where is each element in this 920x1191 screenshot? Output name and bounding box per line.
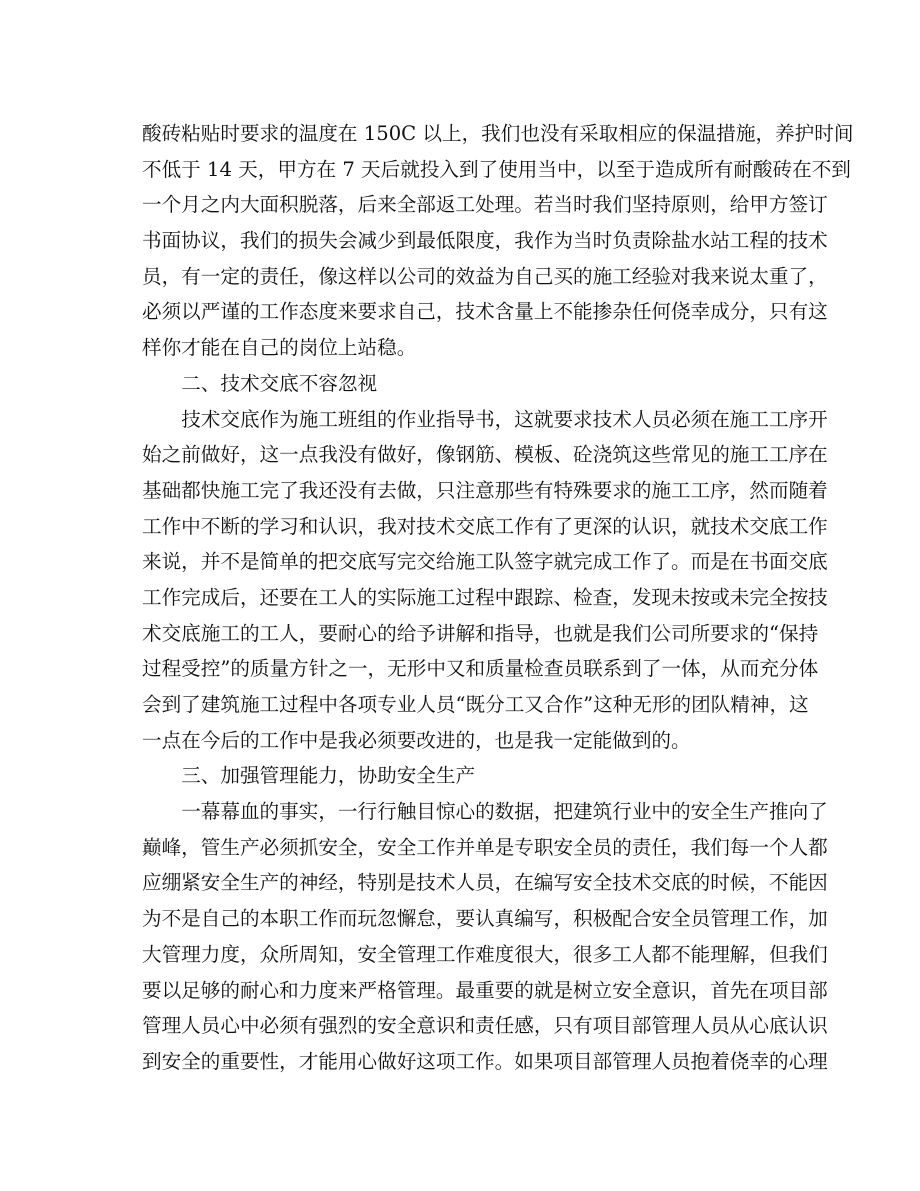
text-line: 一个月之内大面积脱落，后来全部返工处理。若当时我们坚持原则，给甲方签订 bbox=[142, 193, 828, 217]
paragraph-first-line: 一幕幕血的事实，一行行触目惊心的数据，把建筑行业中的安全生产推向了 bbox=[181, 800, 828, 824]
text-line: 必须以严谨的工作态度来要求自己，技术含量上不能掺杂任何侥幸成分，只有这 bbox=[142, 300, 828, 324]
text-line: 酸砖粘贴时要求的温度在 150C 以上，我们也没有采取相应的保温措施，养护时间 bbox=[142, 122, 854, 145]
text-line: 样你才能在自己的岗位上站稳。 bbox=[142, 336, 417, 360]
text-line: 始之前做好，这一点我没有做好，像钢筋、模板、砼浇筑这些常见的施工工序在 bbox=[142, 443, 828, 467]
text-line: 到安全的重要性，才能用心做好这项工作。如果项目部管理人员抱着侥幸的心理 bbox=[142, 1049, 828, 1073]
text-line: 为不是自己的本职工作而玩忽懈怠，要认真编写，积极配合安全员管理工作，加 bbox=[142, 907, 828, 931]
text-line: 应绷紧安全生产的神经，特别是技术人员，在编写安全技术交底的时候，不能因 bbox=[142, 871, 828, 895]
text-line: 不低于 14 天，甲方在 7 天后就投入到了使用当中，以至于造成所有耐酸砖在不到 bbox=[142, 157, 851, 181]
text-line: 来说，并不是简单的把交底写完交给施工队签字就完成工作了。而是在书面交底 bbox=[142, 550, 828, 574]
document-body bbox=[142, 116, 854, 1080]
text-line: 工作完成后，还要在工人的实际施工过程中跟踪、检查，发现未按或未完全按技 bbox=[142, 585, 828, 609]
text-line: 工作中不断的学习和认识，我对技术交底工作有了更深的认识，就技术交底工作 bbox=[142, 514, 828, 538]
text-line: 过程受控”的质量方针之一，无形中又和质量检查员联系到了一体，从而充分体 bbox=[142, 657, 819, 681]
text-line: 会到了建筑施工过程中各项专业人员“既分工又合作”这种无形的团队精神，这 bbox=[142, 693, 809, 716]
paragraph-first-line: 三、加强管理能力，协助安全生产 bbox=[181, 764, 476, 788]
text-line: 书面协议，我们的损失会减少到最低限度，我作为当时负责除盐水站工程的技术 bbox=[142, 229, 828, 253]
text-line: 基础都快施工完了我还没有去做，只注意那些有特殊要求的施工工序，然而随着 bbox=[142, 478, 828, 502]
text-line: 术交底施工的工人，要耐心的给予讲解和指导，也就是我们公司所要求的“保持 bbox=[142, 621, 819, 645]
text-line: 一点在今后的工作中是我必须要改进的，也是我一定能做到的。 bbox=[142, 728, 691, 752]
paragraph-first-line: 技术交底作为施工班组的作业指导书，这就要求技术人员必须在施工工序开 bbox=[181, 407, 828, 431]
text-line: 管理人员心中必须有强烈的安全意识和责任感，只有项目部管理人员从心底认识 bbox=[142, 1014, 828, 1038]
text-line: 要以足够的耐心和力度来严格管理。最重要的就是树立安全意识，首先在项目部 bbox=[142, 978, 828, 1002]
text-line: 员，有一定的责任，像这样以公司的效益为自己买的施工经验对我来说太重了， bbox=[142, 264, 828, 288]
paragraph-first-line: 二、技术交底不容忽视 bbox=[181, 371, 378, 395]
text-line: 大管理力度，众所周知，安全管理工作难度很大，很多工人都不能理解，但我们 bbox=[142, 942, 828, 966]
text-line: 巅峰，管生产必须抓安全，安全工作并单是专职安全员的责任，我们每一个人都 bbox=[142, 835, 828, 859]
